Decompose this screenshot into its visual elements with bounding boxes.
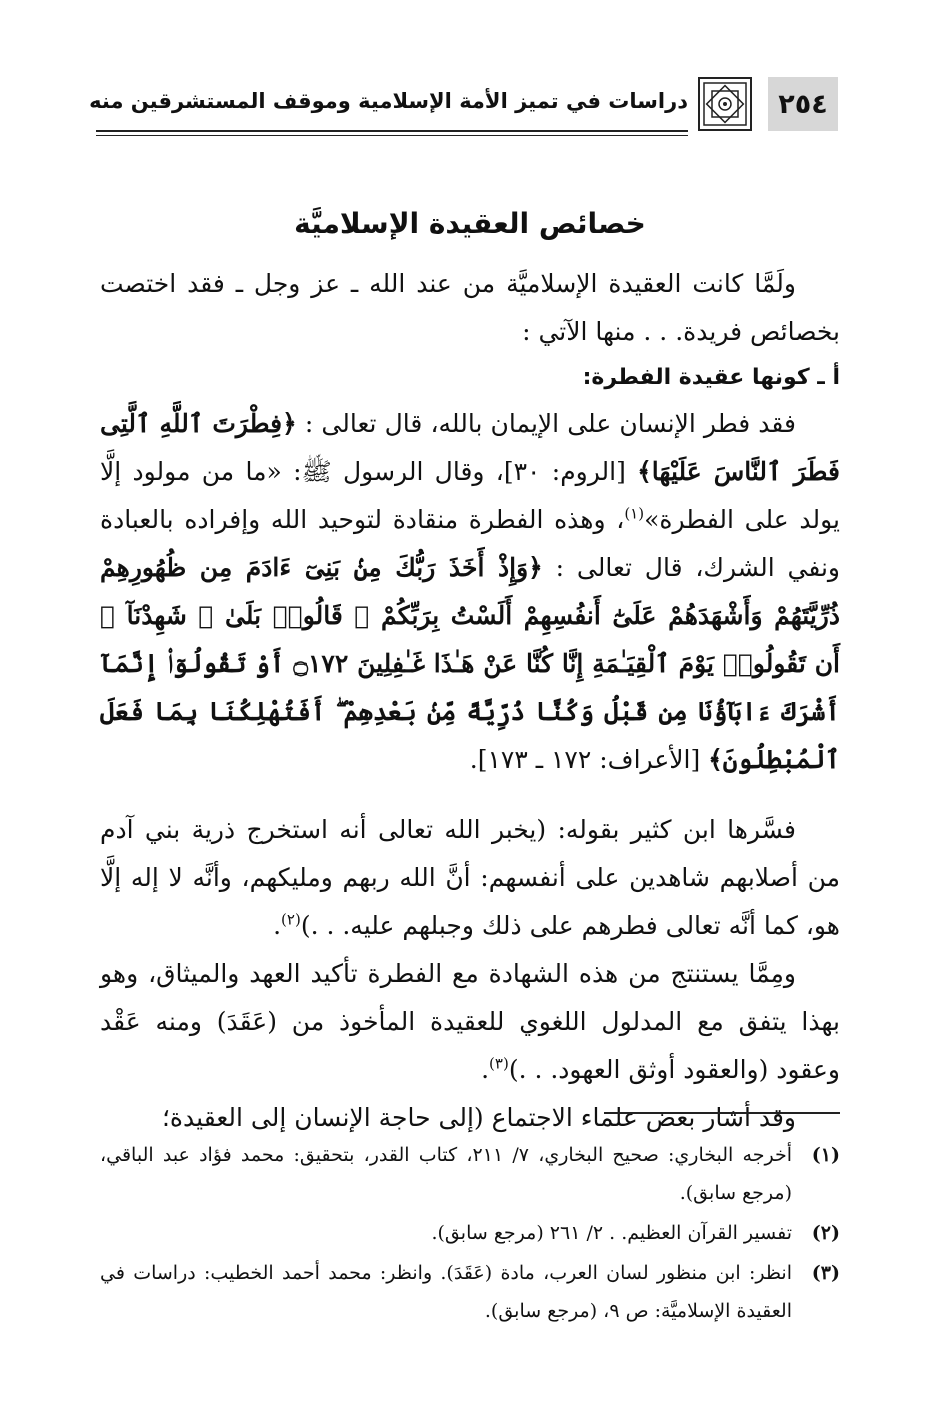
footnote-number: (٣)	[811, 1262, 840, 1284]
p1-text-c: ، وهذه الفطرة منقادة لتوحيد الله وإفراده بالعبادة ونفي الشرك، قال تعالى :	[100, 505, 841, 582]
footnotes	[100, 1136, 840, 1332]
section-title: خصائص العقيدة الإسلاميَّة	[294, 207, 646, 240]
footnote-ref-2: (٢)	[281, 910, 301, 929]
main-content	[100, 200, 840, 1142]
p1-text-b: [الروم: ٣٠]، وقال الرسول ﷺ: «ما من مولود إلَّا يولد على الفطرة»	[100, 457, 840, 534]
footnote-item	[100, 1214, 840, 1252]
header-rule	[96, 130, 688, 132]
header-rule-thin	[96, 135, 688, 136]
footnote-ref-1: (١)	[624, 504, 645, 523]
running-header	[89, 75, 838, 135]
ornament-icon	[698, 77, 752, 131]
footnote-number: (١)	[811, 1144, 840, 1166]
footnote-item	[100, 1254, 840, 1330]
footnote-number: (٢)	[811, 1222, 840, 1244]
p3-end: .	[481, 1055, 490, 1084]
p1-text-a: فقد فطر الإنسان على الإيمان بالله، قال تعالى :	[296, 409, 796, 438]
paragraph-sociologists: وقد أشار بعض علماء الاجتماع (إلى حاجة الإنسان إلى العقيدة؛	[161, 1103, 796, 1132]
running-title: دراسات في تميز الأمة الإسلامية وموقف المستشرقين منه	[89, 89, 688, 113]
p2-end: .	[273, 911, 282, 940]
intro-paragraph: ولَمَّا كانت العقيدة الإسلاميَّة من عند الله ـ عز وجل ـ فقد اختصت بخصائص فريدة. . . منها الآتي :	[100, 269, 840, 346]
footnote-separator	[604, 1112, 840, 1114]
footnote-text: أخرجه البخاري: صحيح البخاري، ٧/ ٢١١، كتاب القدر، بتحقيق: محمد فؤاد عبد الباقي، (مرجع سابق).	[100, 1144, 792, 1204]
page-number: ٢٥٤	[768, 77, 838, 131]
p1-text-d: [الأعراف: ١٧٢ ـ ١٧٣].	[469, 745, 709, 774]
paragraph-covenant	[100, 950, 840, 1094]
footnote-ref-3: (٣)	[489, 1054, 509, 1073]
quran-verse-araf: ﴿وَإِذْ أَخَذَ رَبُّكَ مِنۢ بَنِىٓ ءَادَمَ مِن ظُهُورِهِمْ ذُرِّيَّتَهُمْ وَأَشْهَدَهُمْ عَلَىٰٓ أَنفُسِهِمْ أَلَسْتُ بِرَبِّكُمْ ۖ قَالُوا۟ بَلَىٰ ۛ شَهِدْنَآ ۛ أَن تَقُولُوا۟ يَوْمَ ٱلْقِيَـٰمَةِ إِنَّا كُنَّا عَنْ هَـٰذَا غَـٰفِلِينَ ۝١٧٢ أَوْ تَقُولُوٓا۟ إِنَّمَآ أَشْرَكَ ءَابَآؤُنَا مِن قَبْلُ وَكُنَّا ذُرِّيَّةً مِّنۢ بَعْدِهِمْ ۖ أَفَتُهْلِكُنَا بِمَا فَعَلَ ٱلْمُبْطِلُونَ﴾	[100, 553, 841, 774]
quran-verse-rum: ﴿فِطْرَتَ ٱللَّهِ ٱلَّتِى فَطَرَ ٱلنَّاسَ عَلَيْهَا﴾	[100, 409, 840, 486]
paragraph-ibn-kathir	[100, 806, 840, 950]
footnote-text: تفسير القرآن العظيم. . ٢/ ٢٦١ (مرجع سابق).	[431, 1222, 792, 1244]
subheading: أ ـ كونها عقيدة الفطرة:	[582, 365, 840, 390]
footnote-item	[100, 1136, 840, 1212]
footnote-text: انظر: ابن منظور لسان العرب، مادة (عَقَدَ). وانظر: محمد أحمد الخطيب: دراسات في العقيدة الإسلاميَّة: ص ٩، (مرجع سابق).	[100, 1262, 792, 1322]
p3-text: ومِمَّا يستنتج من هذه الشهادة مع الفطرة تأكيد العهد والميثاق، وهو بهذا يتفق مع المدلول اللغوي للعقيدة المأخوذ من (عَقَدَ) ومنه عَقْد وعقود (والعقود أوثق العهود. . .)	[100, 959, 840, 1084]
paragraph-fitra	[100, 400, 840, 784]
p2-text: فسَّرها ابن كثير بقوله: (يخبر الله تعالى أنه استخرج ذرية بني آدم من أصلابهم شاهدين على أنفسهم: أنَّ الله ربهم ومليكهم، وأنَّه لا إله إلَّا هو، كما أنَّه تعالى فطرهم على ذلك وجبلهم عليه. . .)	[100, 815, 840, 940]
